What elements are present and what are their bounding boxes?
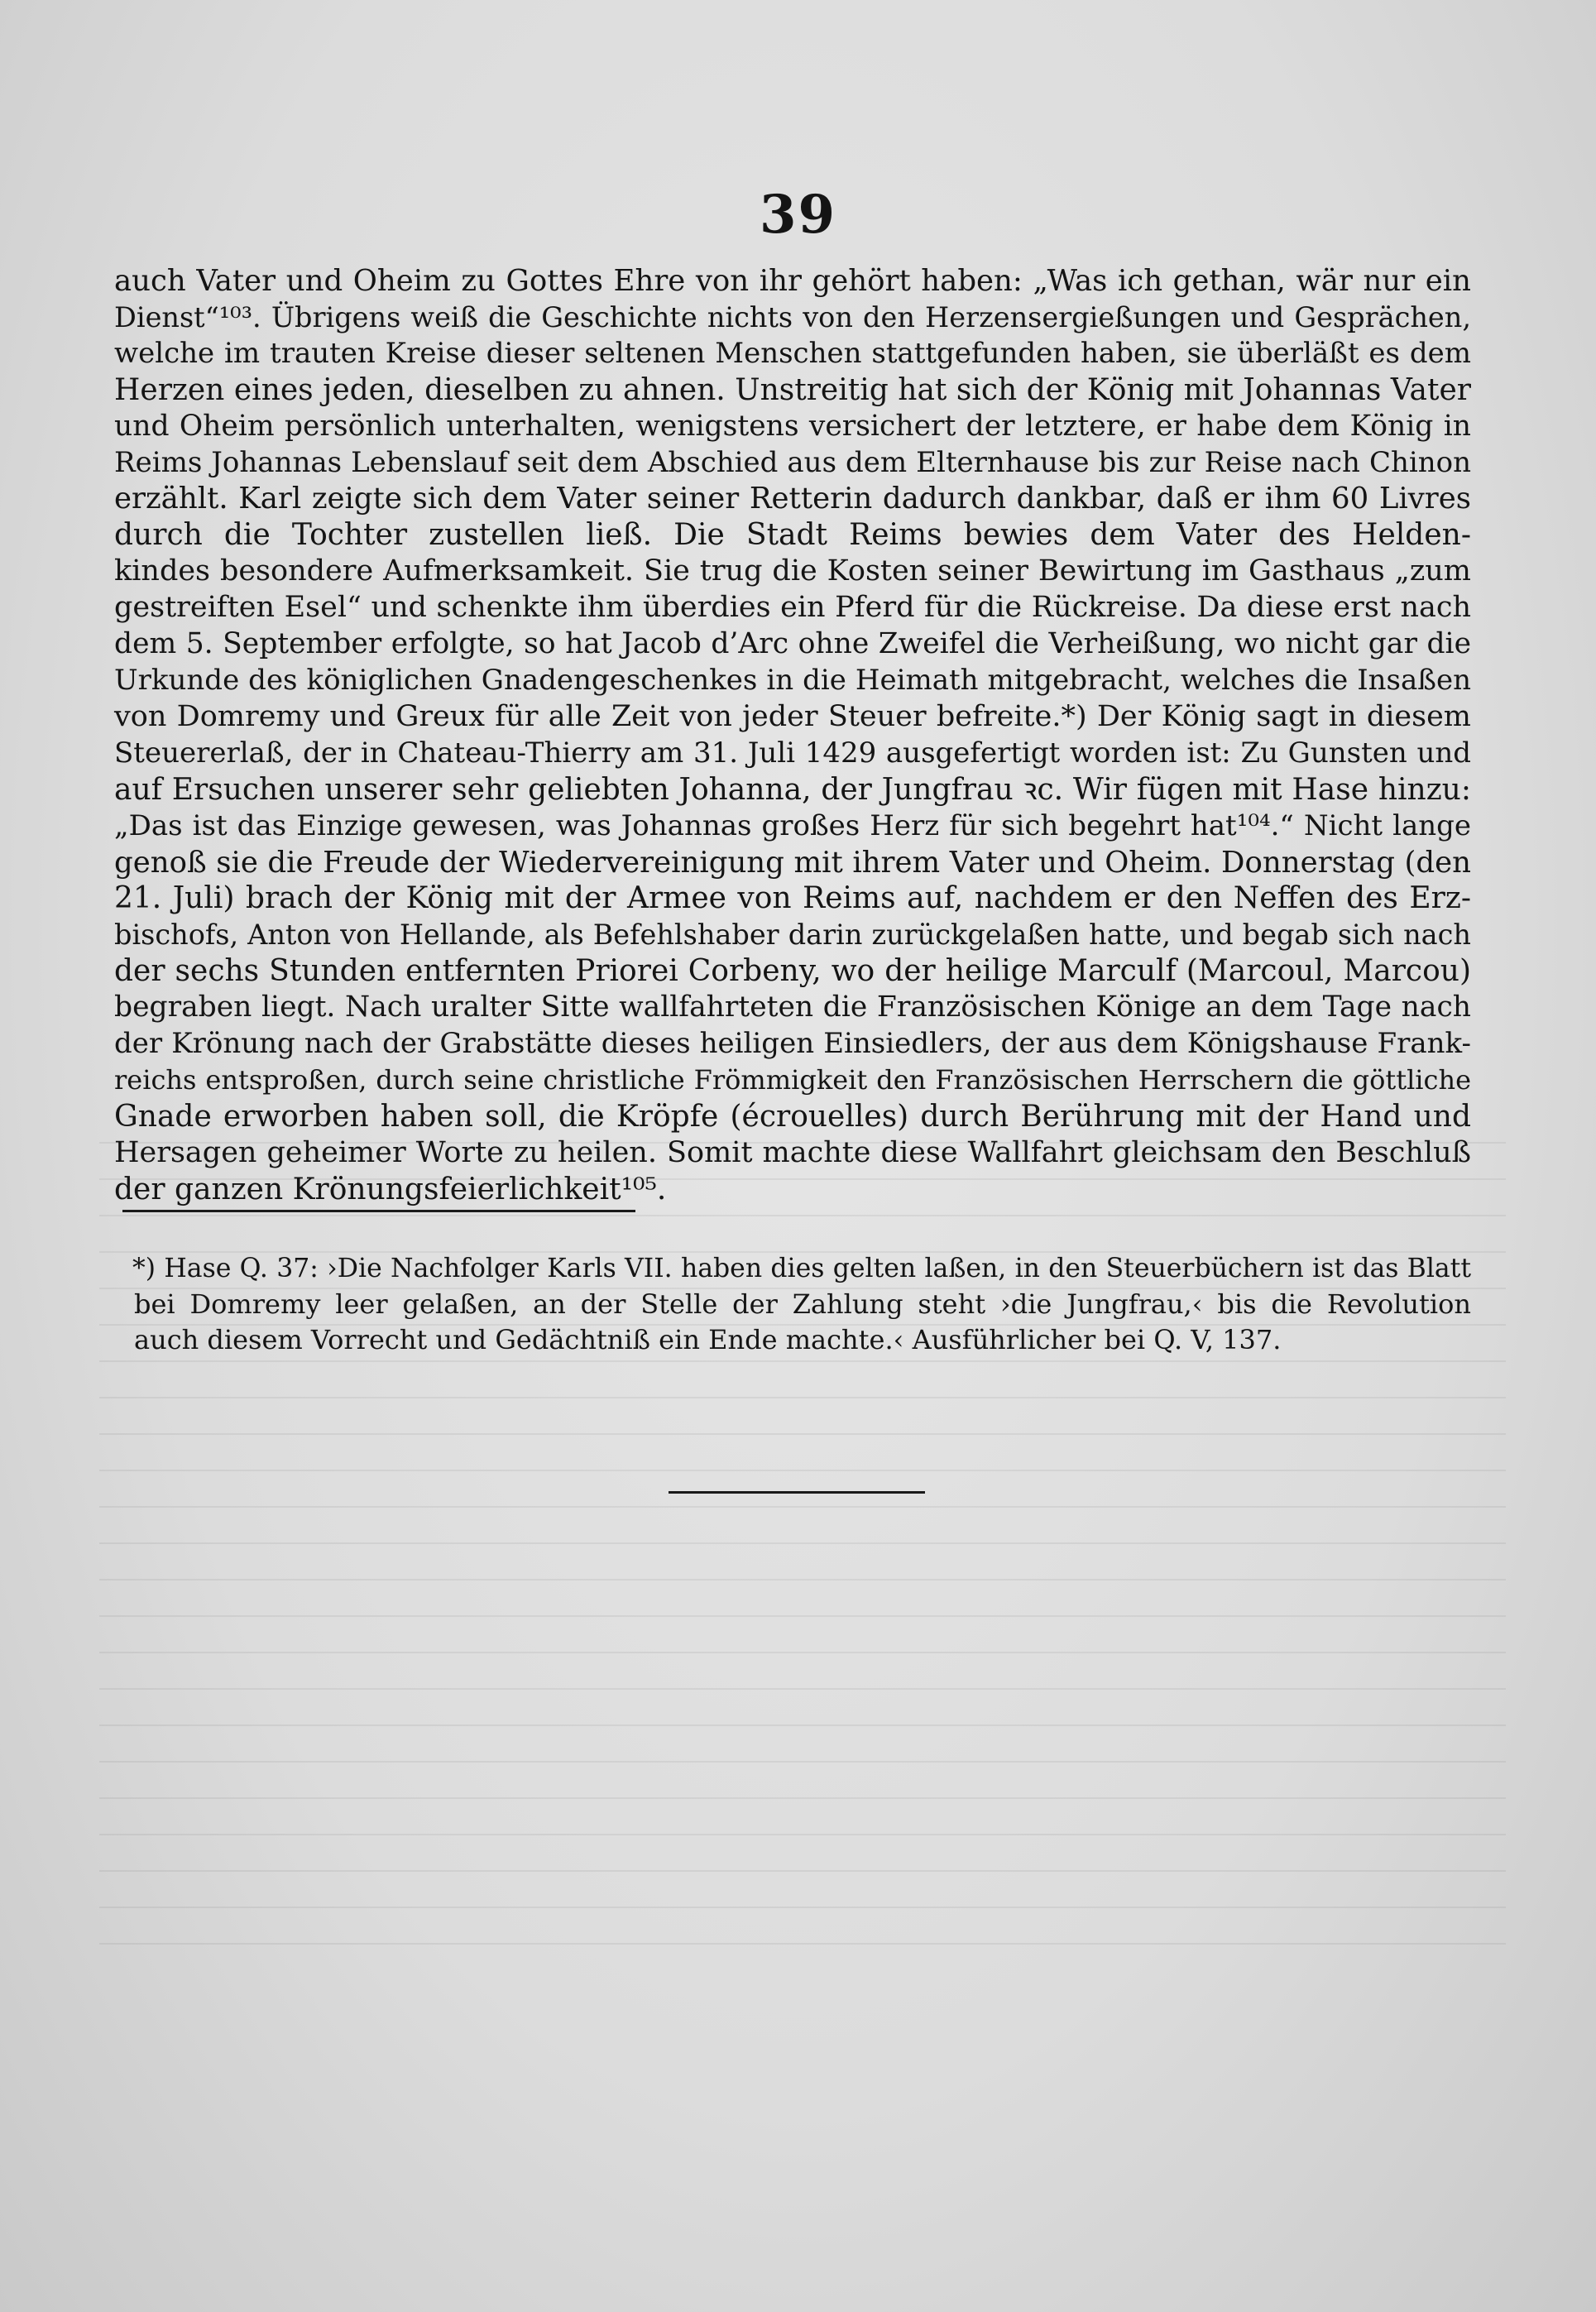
text-line: Gnade erworben haben soll, die Kröpfe (écrouelles) durch Berührung mit der Hand und bbox=[114, 1099, 1471, 1134]
text-line: auch Vater und Oheim zu Gottes Ehre von ihr gehört haben: „Was ich gethan, wär nur ein bbox=[114, 264, 1471, 298]
footnote-line: auch diesem Vorrecht und Gedächtniß ein Ende machte.‹ Ausführlicher bei Q. V, 137. bbox=[134, 1324, 1282, 1355]
text-line: von Domremy und Greux für alle Zeit von jeder Steuer befreite.*) Der König sagt in diesem bbox=[114, 699, 1471, 733]
text-line: kindes besondere Aufmerksamkeit. Sie trug die Kosten seiner Bewirtung im Gasthaus „zum bbox=[114, 554, 1471, 588]
text-line: 21. Juli) brach der König mit der Armee von Reims auf, nachdem er den Neffen des Erz- bbox=[114, 881, 1471, 916]
text-line: gestreiften Esel“ und schenkte ihm überdies ein Pferd für die Rückreise. Da diese erst nach bbox=[114, 591, 1471, 625]
footnote-line: *) Hase Q. 37: ›Die Nachfolger Karls VII. haben dies gelten laßen, in den Steuerbüchern ist das Blatt bbox=[132, 1254, 1471, 1283]
main-text-block bbox=[114, 263, 1471, 1208]
text-line: dem 5. September erfolgte, so hat Jacob d’Arc ohne Zweifel die Verheißung, wo nicht gar die bbox=[114, 627, 1471, 661]
text-line: Steuererlaß, der in Chateau-Thierry am 31. Juli 1429 ausgefertigt worden ist: Zu Gunsten und bbox=[114, 736, 1471, 770]
text-line: der ganzen Krönungsfeierlichkeit¹⁰⁵. bbox=[114, 1172, 667, 1206]
text-line: Herzen eines jeden, dieselben zu ahnen. Unstreitig hat sich der König mit Johannas Vater bbox=[114, 372, 1471, 407]
text-line: durch die Tochter zustellen ließ. Die Stadt Reims bewies dem Vater des Helden- bbox=[114, 518, 1471, 553]
text-line: der sechs Stunden entfernten Priorei Corbeny, wo der heilige Marculf (Marcoul, Marcou) bbox=[114, 954, 1471, 989]
text-line: reichs entsproßen, durch seine christliche Frömmigkeit den Französischen Herrschern die göttliche bbox=[114, 1063, 1471, 1096]
footnote-line: bei Domremy leer gelaßen, an der Stelle der Zahlung steht ›die Jungfrau,‹ bis die Revolution bbox=[134, 1288, 1471, 1320]
end-rule bbox=[669, 1491, 925, 1494]
text-line: der Krönung nach der Grabstätte dieses heiligen Einsiedlers, der aus dem Königshause Frank- bbox=[114, 1027, 1471, 1061]
text-line: Dienst“¹⁰³. Übrigens weiß die Geschichte nichts von den Herzensergießungen und Gesprächen, bbox=[114, 300, 1471, 333]
text-line: bischofs, Anton von Hellande, als Befehlshaber darin zurückgelaßen hatte, und begab sich nach bbox=[114, 919, 1471, 952]
text-line: „Das ist das Einzige gewesen, was Johannas großes Herz für sich begehrt hat¹⁰⁴.“ Nicht lange bbox=[114, 808, 1471, 842]
text-line: und Oheim persönlich unterhalten, wenigstens versichert der letztere, er habe dem König in bbox=[114, 409, 1471, 443]
text-line: Hersagen geheimer Worte zu heilen. Somit machte diese Wallfahrt gleichsam den Beschluß bbox=[114, 1135, 1471, 1169]
text-line: begraben liegt. Nach uralter Sitte wallfahrteten die Französischen Könige an dem Tage nach bbox=[114, 991, 1471, 1024]
page-number: 39 bbox=[759, 184, 837, 246]
text-line: welche im trauten Kreise dieser seltenen Menschen stattgefunden haben, sie überläßt es dem bbox=[114, 336, 1471, 370]
footnote bbox=[124, 1251, 1471, 1358]
text-line: Reims Johannas Lebenslauf seit dem Abschied aus dem Elternhause bis zur Reise nach Chinon bbox=[114, 445, 1471, 479]
text-line: genoß sie die Freude der Wiedervereinigung mit ihrem Vater und Oheim. Donnerstag (den bbox=[114, 845, 1471, 880]
text-line: auf Ersuchen unserer sehr geliebten Johanna, der Jungfrau ꝛc. Wir fügen mit Hase hinzu: bbox=[114, 772, 1471, 807]
text-line: erzählt. Karl zeigte sich dem Vater seiner Retterin dadurch dankbar, daß er ihm 60 Livres bbox=[114, 482, 1471, 516]
footnote-separator bbox=[122, 1210, 635, 1212]
text-line: Urkunde des königlichen Gnadengeschenkes in die Heimath mitgebracht, welches die Insaßen bbox=[114, 663, 1471, 697]
